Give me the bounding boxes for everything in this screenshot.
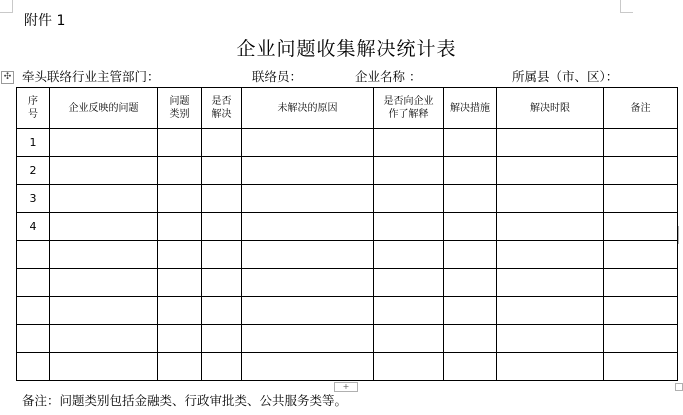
table-cell[interactable] [374, 157, 444, 185]
table-row [17, 297, 678, 325]
table-cell[interactable] [604, 129, 678, 157]
header-measures: 解决措施 [444, 88, 497, 129]
table-cell[interactable] [50, 157, 158, 185]
table-cell[interactable] [202, 185, 242, 213]
table-row [17, 269, 678, 297]
header-deadline: 解决时限 [497, 88, 604, 129]
header-explained: 是否向企业作了解释 [374, 88, 444, 129]
table-cell[interactable] [50, 297, 158, 325]
table-cell[interactable] [444, 157, 497, 185]
table-cell[interactable] [374, 185, 444, 213]
table-cell[interactable] [50, 353, 158, 381]
table-row [17, 129, 678, 157]
table-cell[interactable] [158, 353, 202, 381]
table-cell[interactable] [158, 185, 202, 213]
table-cell[interactable] [242, 353, 374, 381]
table-cell[interactable] [158, 241, 202, 269]
add-row-button[interactable]: + [334, 382, 358, 392]
row-seq-cell[interactable]: 4 [17, 213, 50, 241]
table-cell[interactable] [50, 185, 158, 213]
table-cell[interactable] [202, 325, 242, 353]
table-cell[interactable] [374, 325, 444, 353]
table-cell[interactable] [242, 185, 374, 213]
table-cell[interactable] [242, 129, 374, 157]
table-cell[interactable] [497, 129, 604, 157]
table-cell[interactable] [158, 213, 202, 241]
table-cell[interactable] [604, 157, 678, 185]
table-cell[interactable] [202, 213, 242, 241]
table-cell[interactable] [604, 213, 678, 241]
table-row [17, 353, 678, 381]
table-cell[interactable] [202, 241, 242, 269]
table-cell[interactable] [497, 185, 604, 213]
table-cell[interactable] [242, 213, 374, 241]
row-seq-cell[interactable] [17, 269, 50, 297]
table-cell[interactable] [497, 297, 604, 325]
county-field-label: 所属县（市、区）： [512, 69, 619, 84]
footnote: 备注：问题类别包括金融类、行政审批类、公共服务类等。 [22, 393, 348, 408]
table-cell[interactable] [242, 157, 374, 185]
header-category: 问题类别 [158, 88, 202, 129]
attachment-label: 附件 1 [24, 13, 66, 29]
table-cell[interactable] [497, 269, 604, 297]
table-cell[interactable] [202, 157, 242, 185]
table-cell[interactable] [202, 353, 242, 381]
page-corner-mark-left [0, 0, 13, 13]
table-cell[interactable] [158, 269, 202, 297]
table-row [17, 157, 678, 185]
table-cell[interactable] [158, 129, 202, 157]
table-cell[interactable] [604, 297, 678, 325]
row-seq-cell[interactable]: 1 [17, 129, 50, 157]
table-cell[interactable] [444, 185, 497, 213]
table-cell[interactable] [604, 241, 678, 269]
row-seq-cell[interactable] [17, 353, 50, 381]
table-header-row [17, 88, 678, 129]
table-cell[interactable] [604, 185, 678, 213]
contact-person-field-label: 联络员： [252, 69, 303, 84]
page-corner-mark-right [620, 0, 633, 13]
table-cell[interactable] [50, 269, 158, 297]
table-cell[interactable] [242, 241, 374, 269]
table-cell[interactable] [497, 353, 604, 381]
table-row [17, 185, 678, 213]
table-cell[interactable] [374, 269, 444, 297]
table-cell[interactable] [242, 297, 374, 325]
table-cell[interactable] [158, 297, 202, 325]
table-cell[interactable] [604, 353, 678, 381]
table-cell[interactable] [374, 353, 444, 381]
table-cell[interactable] [497, 241, 604, 269]
table-cell[interactable] [202, 129, 242, 157]
table-cell[interactable] [50, 213, 158, 241]
table-cell[interactable] [604, 269, 678, 297]
table-row [17, 241, 678, 269]
header-reason: 未解决的原因 [242, 88, 374, 129]
table-cell[interactable] [50, 129, 158, 157]
table-row [17, 325, 678, 353]
table-cell[interactable] [202, 297, 242, 325]
table-cell[interactable] [158, 325, 202, 353]
table-cell[interactable] [497, 157, 604, 185]
table-cell[interactable] [604, 325, 678, 353]
table-cell[interactable] [374, 241, 444, 269]
table-cell[interactable] [242, 325, 374, 353]
row-seq-cell[interactable] [17, 241, 50, 269]
table-cell[interactable] [444, 213, 497, 241]
table-cell[interactable] [374, 129, 444, 157]
table-cell[interactable] [497, 213, 604, 241]
table-cell[interactable] [444, 353, 497, 381]
department-field-label: 牵头联络行业主管部门： [22, 69, 160, 84]
table-move-handle-icon[interactable]: ✣ [1, 71, 14, 84]
table-row [17, 213, 678, 241]
table-cell[interactable] [444, 269, 497, 297]
table-cell[interactable] [242, 269, 374, 297]
header-issue: 企业反映的问题 [50, 88, 158, 129]
table-cell[interactable] [158, 157, 202, 185]
header-resolved: 是否解决 [202, 88, 242, 129]
table-cell[interactable] [50, 241, 158, 269]
row-seq-cell[interactable]: 2 [17, 157, 50, 185]
header-seq: 序号 [17, 88, 50, 129]
table-resize-handle[interactable] [675, 383, 683, 391]
table-cell[interactable] [50, 325, 158, 353]
row-seq-cell[interactable] [17, 297, 50, 325]
row-seq-cell[interactable]: 3 [17, 185, 50, 213]
row-seq-cell[interactable] [17, 325, 50, 353]
table-cell[interactable] [444, 325, 497, 353]
table-cell[interactable] [497, 325, 604, 353]
table-cell[interactable] [374, 297, 444, 325]
statistics-table [16, 87, 678, 381]
table-cell[interactable] [444, 241, 497, 269]
header-remarks: 备注 [604, 88, 678, 129]
margin-mark [678, 226, 683, 244]
table-cell[interactable] [444, 297, 497, 325]
table-cell[interactable] [444, 129, 497, 157]
document-title: 企业问题收集解决统计表 [236, 38, 457, 60]
table-cell[interactable] [202, 269, 242, 297]
table-cell[interactable] [374, 213, 444, 241]
company-name-field-label: 企业名称 ： [355, 69, 422, 84]
